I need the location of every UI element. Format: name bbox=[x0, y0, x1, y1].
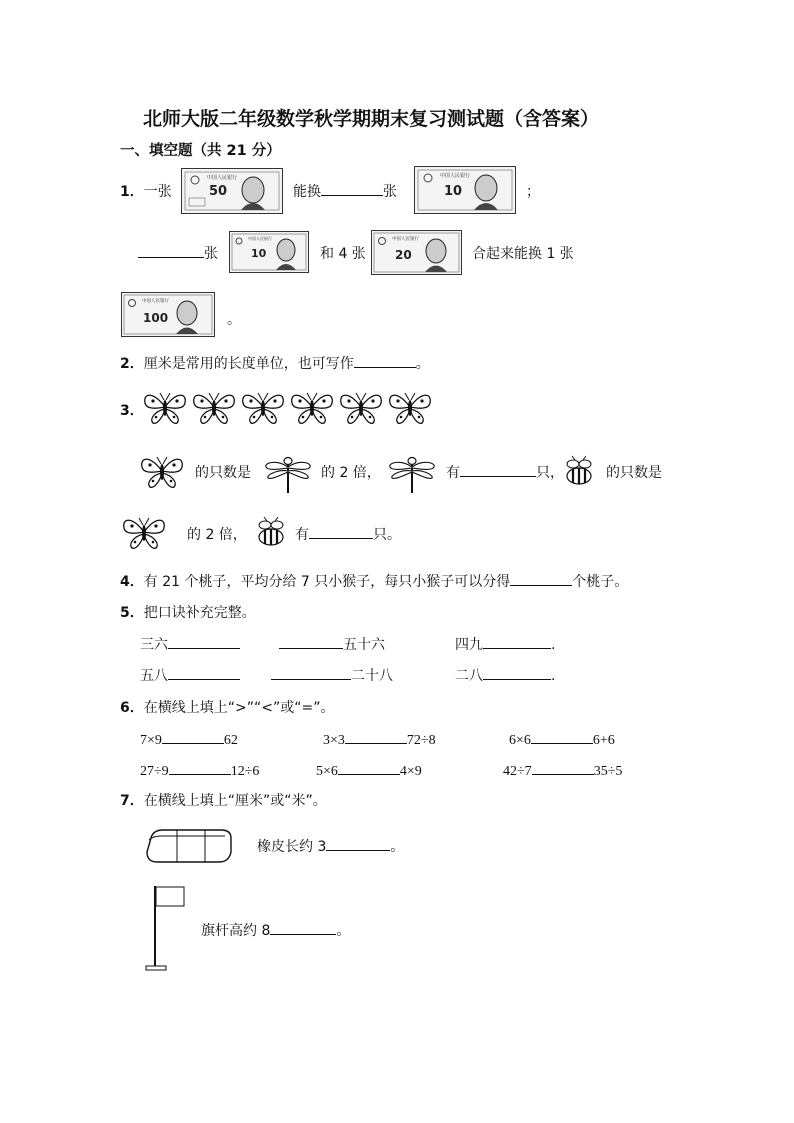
answer-blank[interactable] bbox=[270, 920, 336, 935]
compare-right: 62 bbox=[223, 733, 238, 748]
q3-text-7: 有 bbox=[295, 527, 309, 543]
q3-text-6: 的 2 倍， bbox=[187, 527, 247, 543]
compare-item bbox=[509, 729, 615, 749]
answer-blank[interactable] bbox=[162, 729, 224, 744]
answer-blank[interactable] bbox=[168, 634, 240, 649]
compare-item bbox=[323, 729, 436, 749]
q3-text-5: 的只数是 bbox=[606, 465, 662, 481]
compare-left: 3×3 bbox=[323, 733, 345, 748]
question-text: 在横线上填上“厘米”或“米”。 bbox=[143, 793, 327, 809]
flag-text: 旗杆高约 8 bbox=[201, 923, 271, 939]
compare-left: 6×6 bbox=[509, 733, 531, 748]
question-number: 2． bbox=[120, 356, 144, 372]
compare-right: 12÷6 bbox=[230, 764, 260, 779]
answer-blank[interactable] bbox=[321, 181, 383, 196]
answer-blank[interactable] bbox=[309, 524, 373, 539]
compare-left: 5×6 bbox=[316, 764, 338, 779]
q3-text-2: 的 2 倍， bbox=[321, 465, 381, 481]
question-number: 7． bbox=[120, 793, 144, 809]
question-text-end: 。 bbox=[415, 356, 430, 372]
banknote-header: 中国人民银行 bbox=[142, 299, 169, 304]
question-text: 有 21 个桃子，平均分给 7 只小猴子，每只小猴子可以分得 bbox=[143, 574, 511, 590]
banknote-value: 50 bbox=[209, 184, 228, 199]
rhyme-result: 五十六 bbox=[343, 637, 385, 653]
bee-icon bbox=[253, 517, 289, 549]
question-text: 在横线上填上“>”“<”或“=”。 bbox=[143, 700, 335, 716]
q1-text-2: 能换 bbox=[293, 184, 321, 200]
question-4 bbox=[120, 571, 628, 591]
question-number: 5． bbox=[120, 605, 144, 621]
compare-item bbox=[140, 729, 238, 749]
answer-blank[interactable] bbox=[483, 634, 551, 649]
question-6 bbox=[120, 697, 334, 717]
answer-blank[interactable] bbox=[460, 462, 536, 477]
question-text-end: 个桃子。 bbox=[572, 574, 629, 590]
answer-blank[interactable] bbox=[338, 760, 400, 775]
compare-left: 42÷7 bbox=[503, 764, 532, 779]
rhyme-prefix: 五八 bbox=[140, 668, 168, 684]
answer-blank[interactable] bbox=[271, 665, 351, 680]
q1-text-5: 张 bbox=[204, 246, 218, 262]
answer-blank[interactable] bbox=[532, 760, 594, 775]
dragonfly-icon bbox=[262, 455, 314, 495]
question-text-end: 。 bbox=[390, 839, 405, 855]
eraser-text: 橡皮长约 3 bbox=[257, 839, 327, 855]
q1-text-6: 和 4 张 bbox=[320, 246, 366, 262]
question-1 bbox=[120, 181, 172, 201]
answer-blank[interactable] bbox=[279, 634, 343, 649]
compare-right: 35÷5 bbox=[593, 764, 623, 779]
answer-blank[interactable] bbox=[354, 353, 416, 368]
question-number: 1． bbox=[120, 184, 144, 200]
question-number: 4． bbox=[120, 574, 144, 590]
rhyme-prefix: 二八 bbox=[455, 668, 483, 684]
compare-right: 72÷8 bbox=[406, 733, 436, 748]
question-text-end: 。 bbox=[336, 923, 351, 939]
answer-blank[interactable] bbox=[531, 729, 593, 744]
banknote-10-image bbox=[229, 231, 309, 273]
banknote-value: 10 bbox=[251, 247, 267, 260]
q3-text-3: 有 bbox=[446, 465, 460, 481]
compare-item bbox=[316, 760, 422, 780]
banknote-header: 中国人民银行 bbox=[392, 237, 419, 242]
question-text: 把口诀补充完整。 bbox=[143, 605, 256, 621]
flagpole-image bbox=[143, 884, 189, 974]
question-5 bbox=[120, 602, 256, 622]
butterfly-icon bbox=[122, 514, 170, 554]
q1-text-8: 。 bbox=[227, 312, 241, 328]
rhyme-period: . bbox=[551, 637, 556, 653]
answer-blank[interactable] bbox=[138, 243, 204, 258]
answer-blank[interactable] bbox=[168, 665, 240, 680]
rhyme-prefix: 三六 bbox=[140, 637, 168, 653]
q3-text-4: 只， bbox=[536, 465, 564, 481]
banknote-header: 中国人民银行 bbox=[248, 236, 272, 241]
butterfly-icon bbox=[140, 453, 188, 493]
banknote-100-image bbox=[121, 292, 215, 337]
answer-blank[interactable] bbox=[326, 836, 390, 851]
rhyme-period: . bbox=[551, 668, 556, 684]
banknote-header: 中国人民银行 bbox=[440, 173, 471, 179]
q3-text-8: 只。 bbox=[373, 527, 401, 543]
dragonfly-icon bbox=[386, 455, 438, 495]
compare-right: 6+6 bbox=[592, 733, 615, 748]
question-text: 厘米是常用的长度单位，也可写作 bbox=[143, 356, 354, 372]
rhyme-result: 二十八 bbox=[351, 668, 393, 684]
compare-item bbox=[503, 760, 622, 780]
section-heading: 一、填空题（共 21 分） bbox=[120, 143, 281, 159]
compare-right: 4×9 bbox=[399, 764, 422, 779]
question-3-number bbox=[120, 400, 144, 420]
banknote-value: 100 bbox=[143, 311, 169, 325]
banknote-value: 20 bbox=[395, 248, 412, 262]
butterfly-row-image bbox=[143, 389, 443, 429]
q1-text-7: 合起来能换 1 张 bbox=[472, 246, 574, 262]
banknote-20-image bbox=[371, 230, 462, 275]
q1-text-3: 张 bbox=[383, 184, 397, 200]
rhyme-prefix: 四九 bbox=[455, 637, 483, 653]
banknote-50-image bbox=[181, 168, 283, 214]
compare-left: 27÷9 bbox=[140, 764, 169, 779]
question-number: 3． bbox=[120, 403, 144, 419]
answer-blank[interactable] bbox=[169, 760, 231, 775]
banknote-value: 10 bbox=[444, 184, 463, 199]
banknote-header: 中国人民银行 bbox=[207, 175, 238, 181]
page-title: 北师大版二年级数学秋学期期末复习测试题（含答案） bbox=[143, 108, 600, 130]
q3-text-1: 的只数是 bbox=[195, 465, 251, 481]
banknote-10-image bbox=[414, 166, 516, 214]
eraser-image bbox=[143, 824, 235, 868]
answer-blank[interactable] bbox=[510, 571, 572, 586]
answer-blank[interactable] bbox=[483, 665, 551, 680]
question-7 bbox=[120, 790, 327, 810]
compare-left: 7×9 bbox=[140, 733, 162, 748]
q1-text-4: ； bbox=[526, 184, 540, 200]
q1-text-1: 一张 bbox=[143, 184, 172, 200]
bee-icon bbox=[561, 456, 597, 488]
question-number: 6． bbox=[120, 700, 144, 716]
compare-item bbox=[140, 760, 259, 780]
answer-blank[interactable] bbox=[345, 729, 407, 744]
question-2 bbox=[120, 353, 430, 373]
